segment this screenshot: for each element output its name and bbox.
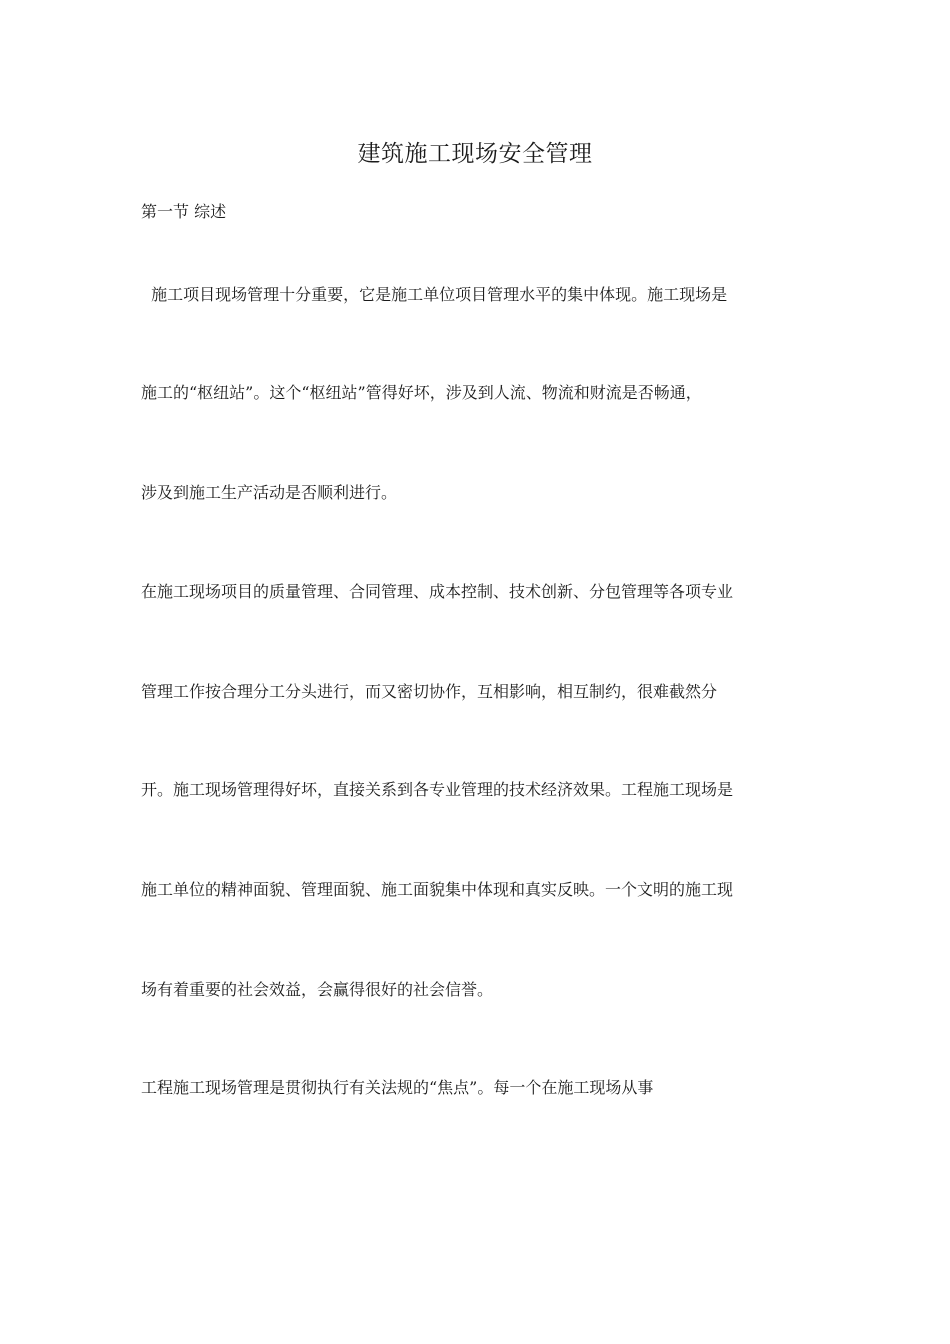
- body-line-5: 管理工作按合理分工分头进行，而又密切协作，互相影响，相互制约，很难截然分: [141, 682, 718, 701]
- body-line-1: 施工项目现场管理十分重要，它是施工单位项目管理水平的集中体现。施工现场是: [141, 285, 728, 304]
- body-line-2: 施工的“枢纽站”。这个“枢纽站”管得好坏，涉及到人流、物流和财流是否畅通，: [141, 383, 702, 402]
- section-heading: 第一节 综述: [141, 202, 227, 221]
- body-line-6: 开。施工现场管理得好坏，直接关系到各专业管理的技术经济效果。工程施工现场是: [141, 780, 734, 799]
- body-line-8: 场有着重要的社会效益，会赢得很好的社会信誉。: [141, 980, 494, 999]
- body-line-4: 在施工现场项目的质量管理、合同管理、成本控制、技术创新、分包管理等各项专业: [141, 582, 734, 601]
- body-line-3: 涉及到施工生产活动是否顺利进行。: [141, 483, 398, 502]
- body-line-9: 工程施工现场管理是贯彻执行有关法规的“焦点”。每一个在施工现场从事: [141, 1078, 654, 1097]
- document-title: 建筑施工现场安全管理: [357, 141, 593, 167]
- body-line-7: 施工单位的精神面貌、管理面貌、施工面貌集中体现和真实反映。一个文明的施工现: [141, 880, 734, 899]
